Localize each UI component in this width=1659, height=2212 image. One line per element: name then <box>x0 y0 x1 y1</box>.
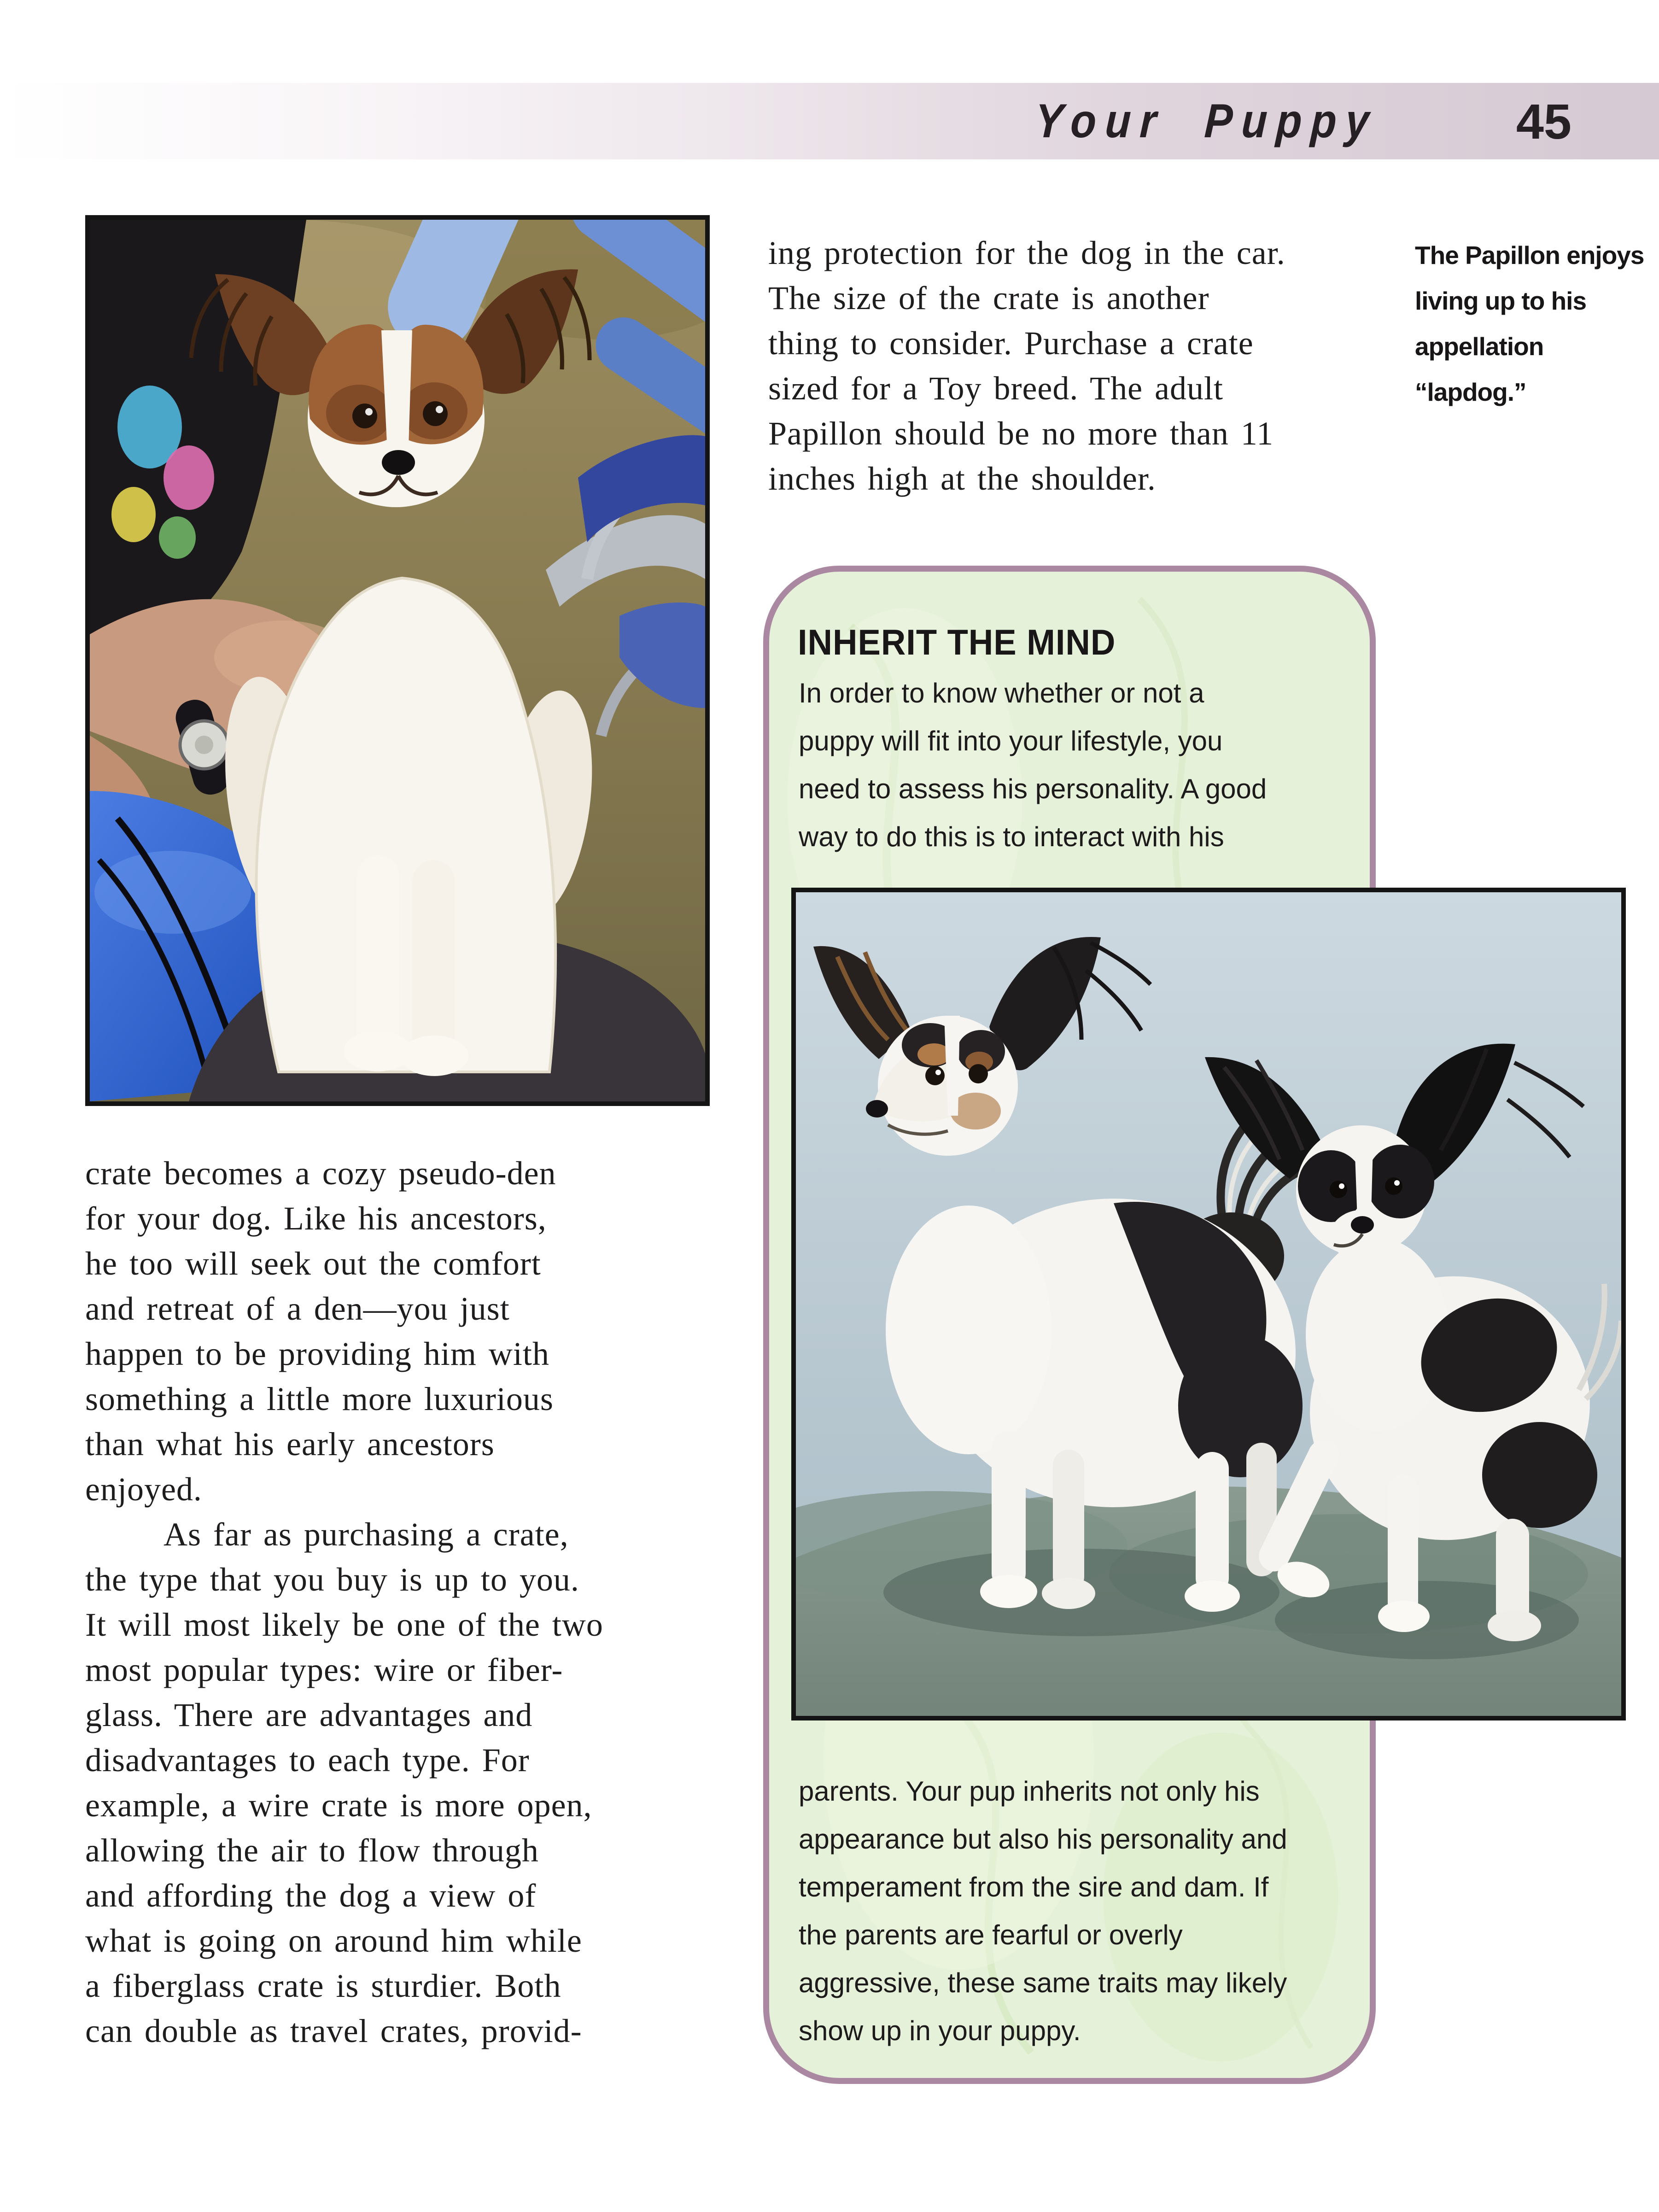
two-papillons-illustration <box>796 892 1621 1716</box>
body-line: most popular types: wire or fiber- <box>85 1651 563 1688</box>
box-line: temperament from the sire and dam. If <box>799 1872 1269 1902</box>
body-line: than what his early ancestors <box>85 1426 495 1463</box>
body-line: The size of the crate is another <box>768 280 1209 316</box>
chapter-title: Your Puppy <box>1034 94 1379 148</box>
box-line: In order to know whether or not a <box>799 678 1204 708</box>
box-line: way to do this is to interact with his <box>799 821 1224 852</box>
caption-line: “lapdog.” <box>1415 378 1526 406</box>
box-line: the parents are fearful or overly <box>799 1919 1183 1950</box>
box-line: parents. Your pup inherits not only his <box>799 1776 1260 1807</box>
box-title: INHERIT THE MIND <box>798 622 1116 662</box>
body-line: It will most likely be one of the two <box>85 1606 603 1643</box>
body-line: disadvantages to each type. For <box>85 1742 530 1779</box>
two-papillons-photo <box>791 888 1626 1720</box>
body-line: ing protection for the dog in the car. <box>768 234 1285 271</box>
chapter-header-bar <box>0 83 1659 159</box>
body-line: for your dog. Like his ancestors, <box>85 1200 547 1237</box>
box-outro-text <box>799 1767 1356 2055</box>
caption-line: appellation <box>1415 332 1544 361</box>
lap-papillon-photo <box>85 215 710 1106</box>
caption-line: living up to his <box>1415 287 1587 315</box>
body-line: what is going on around him while <box>85 1922 582 1959</box>
left-column-text <box>85 1151 719 2054</box>
body-line: and affording the dog a view of <box>85 1877 537 1914</box>
box-line: aggressive, these same traits may likely <box>799 1967 1287 1998</box>
body-line: enjoyed. <box>85 1471 202 1508</box>
body-line: inches high at the shoulder. <box>768 460 1156 497</box>
box-line: appearance but also his personality and <box>799 1824 1287 1855</box>
body-line: glass. There are advantages and <box>85 1697 533 1733</box>
body-line: happen to be providing him with <box>85 1335 549 1372</box>
body-line: Papillon should be no more than 11 <box>768 415 1274 452</box>
body-line: and retreat of a den—you just <box>85 1290 510 1327</box>
lap-papillon-illustration <box>90 220 705 1101</box>
body-line: As far as purchasing a crate, <box>164 1516 569 1553</box>
body-line: example, a wire crate is more open, <box>85 1787 592 1824</box>
box-line: need to assess his personality. A good <box>799 773 1267 804</box>
body-line: he too will seek out the comfort <box>85 1245 541 1282</box>
body-line: a fiberglass crate is sturdier. Both <box>85 1967 561 2004</box>
box-intro-text <box>799 669 1356 861</box>
body-line: something a little more luxurious <box>85 1381 554 1417</box>
body-line: the type that you buy is up to you. <box>85 1561 579 1598</box>
body-line: can double as travel crates, provid- <box>85 2013 582 2049</box>
body-line: crate becomes a cozy pseudo-den <box>85 1155 556 1192</box>
box-line: puppy will fit into your lifestyle, you <box>799 726 1223 756</box>
right-column-text <box>768 230 1388 501</box>
page-number: 45 <box>1516 93 1571 149</box>
caption-line: The Papillon enjoys <box>1415 241 1644 269</box>
body-line: thing to consider. Purchase a crate <box>768 325 1254 362</box>
body-line: allowing the air to flow through <box>85 1832 539 1869</box>
body-line: sized for a Toy breed. The adult <box>768 370 1223 407</box>
box-line: show up in your puppy. <box>799 2015 1081 2046</box>
photo-caption <box>1415 233 1659 415</box>
